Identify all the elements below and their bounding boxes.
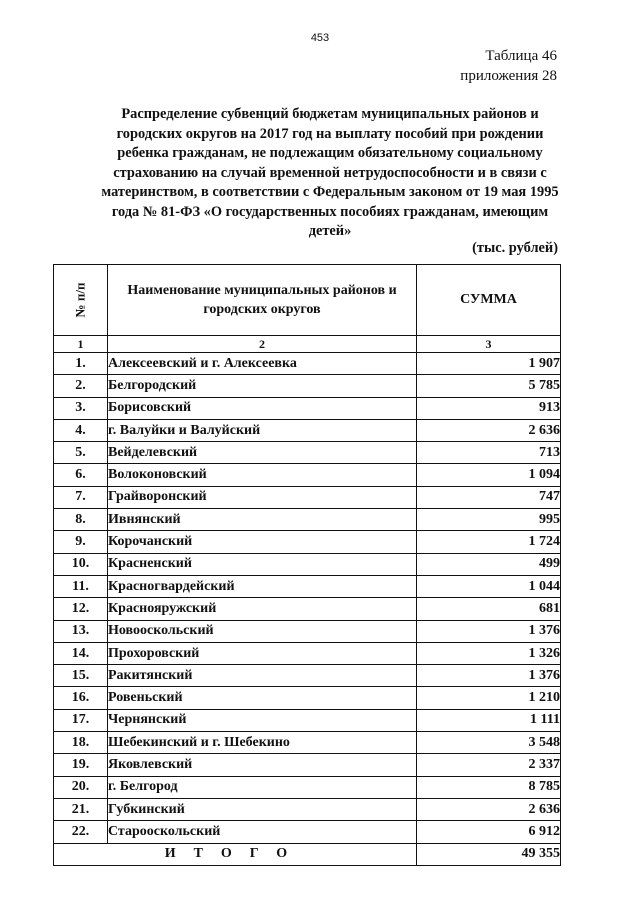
row-name: Прохоровский — [108, 642, 417, 664]
row-sum: 681 — [417, 598, 561, 620]
title-line: городских округов на 2017 год на выплату пособий при рождении — [116, 125, 544, 142]
row-sum: 1 907 — [417, 353, 561, 375]
table-row — [54, 642, 561, 664]
table-row — [54, 598, 561, 620]
row-sum: 913 — [417, 397, 561, 419]
table-row — [54, 486, 561, 508]
row-sum: 747 — [417, 486, 561, 508]
page-number: 453 — [310, 32, 330, 44]
title-line: года № 81-ФЗ «О государственных пособиях гражданам, имеющим — [111, 203, 549, 220]
row-number: 6. — [54, 464, 108, 486]
row-sum: 2 636 — [417, 798, 561, 820]
row-name: Краснояружский — [108, 598, 417, 620]
row-number: 19. — [54, 754, 108, 776]
table-reference — [460, 46, 557, 86]
header-name-line1: Наименование муниципальных районов и — [127, 283, 397, 298]
row-name: Красненский — [108, 553, 417, 575]
column-index: 2 — [108, 336, 417, 353]
row-number: 2. — [54, 375, 108, 397]
title-line: страхованию на случай временной нетрудоспособности и в связи с — [113, 164, 547, 181]
row-number: 7. — [54, 486, 108, 508]
table-label: Таблица 46 — [485, 48, 557, 64]
title-line: материнством, в соответствии с Федеральным законом от 19 мая 1995 — [101, 184, 559, 200]
table-row — [54, 732, 561, 754]
table-row — [54, 419, 561, 441]
table-row — [54, 553, 561, 575]
row-number: 17. — [54, 709, 108, 731]
row-number: 1. — [54, 353, 108, 375]
row-number: 11. — [54, 575, 108, 597]
row-number: 22. — [54, 821, 108, 843]
row-name: г. Валуйки и Валуйский — [108, 419, 417, 441]
header-number-label: № п/п — [72, 282, 88, 317]
column-index-row — [54, 336, 561, 353]
row-name: Борисовский — [108, 397, 417, 419]
row-name: Ивнянский — [108, 509, 417, 531]
header-name-line2: городских округов — [203, 302, 321, 317]
table-row — [54, 464, 561, 486]
table-row — [54, 687, 561, 709]
total-row — [54, 843, 561, 865]
table-header-row — [54, 265, 561, 336]
row-sum: 2 636 — [417, 419, 561, 441]
table-row — [54, 776, 561, 798]
row-sum: 499 — [417, 553, 561, 575]
header-number — [54, 265, 108, 336]
table-row — [54, 798, 561, 820]
title-line: детей» — [308, 223, 352, 239]
row-sum: 1 111 — [417, 709, 561, 731]
row-name: Старооскольский — [108, 821, 417, 843]
row-sum: 3 548 — [417, 732, 561, 754]
table-row — [54, 620, 561, 642]
row-sum: 1 044 — [417, 575, 561, 597]
row-number: 4. — [54, 419, 108, 441]
row-name: Новооскольский — [108, 620, 417, 642]
header-name — [108, 265, 417, 336]
row-name: Ракитянский — [108, 665, 417, 687]
row-name: Чернянский — [108, 709, 417, 731]
row-name: Ровеньский — [108, 687, 417, 709]
row-name: Белгородский — [108, 375, 417, 397]
row-name: Яковлевский — [108, 754, 417, 776]
table-row — [54, 821, 561, 843]
header-sum: СУММА — [417, 265, 561, 336]
row-sum: 1 094 — [417, 464, 561, 486]
row-sum: 1 210 — [417, 687, 561, 709]
row-number: 9. — [54, 531, 108, 553]
title-line: ребенка гражданам, не подлежащим обязательному социальному — [117, 145, 543, 161]
document-title — [70, 105, 590, 242]
table-row — [54, 509, 561, 531]
row-number: 8. — [54, 509, 108, 531]
units-label: (тыс. рублей) — [472, 240, 558, 256]
table-row — [54, 575, 561, 597]
row-number: 12. — [54, 598, 108, 620]
table-row — [54, 375, 561, 397]
table-row — [54, 665, 561, 687]
row-sum: 1 724 — [417, 531, 561, 553]
row-number: 16. — [54, 687, 108, 709]
row-name: Красногвардейский — [108, 575, 417, 597]
table-row — [54, 442, 561, 464]
row-number: 21. — [54, 798, 108, 820]
row-sum: 713 — [417, 442, 561, 464]
row-name: Алексеевский и г. Алексеевка — [108, 353, 417, 375]
total-label: ИТОГО — [54, 843, 417, 865]
row-name: Вейделевский — [108, 442, 417, 464]
row-sum: 1 326 — [417, 642, 561, 664]
row-sum: 1 376 — [417, 620, 561, 642]
row-number: 20. — [54, 776, 108, 798]
column-index: 1 — [54, 336, 108, 353]
row-name: Шебекинский и г. Шебекино — [108, 732, 417, 754]
row-name: Корочанский — [108, 531, 417, 553]
subsidy-table — [53, 264, 561, 866]
row-name: Губкинский — [108, 798, 417, 820]
row-number: 3. — [54, 397, 108, 419]
row-name: Грайворонский — [108, 486, 417, 508]
row-number: 5. — [54, 442, 108, 464]
row-sum: 5 785 — [417, 375, 561, 397]
row-number: 15. — [54, 665, 108, 687]
row-number: 13. — [54, 620, 108, 642]
row-sum: 995 — [417, 509, 561, 531]
row-name: Волоконовский — [108, 464, 417, 486]
table-row — [54, 754, 561, 776]
row-number: 10. — [54, 553, 108, 575]
row-sum: 1 376 — [417, 665, 561, 687]
row-number: 14. — [54, 642, 108, 664]
title-line: Распределение субвенций бюджетам муниципальных районов и — [121, 106, 539, 122]
table-row — [54, 709, 561, 731]
row-sum: 8 785 — [417, 776, 561, 798]
row-sum: 2 337 — [417, 754, 561, 776]
column-index: 3 — [417, 336, 561, 353]
row-sum: 6 912 — [417, 821, 561, 843]
row-name: г. Белгород — [108, 776, 417, 798]
total-sum: 49 355 — [417, 843, 561, 865]
table-row — [54, 353, 561, 375]
table-row — [54, 397, 561, 419]
row-number: 18. — [54, 732, 108, 754]
appendix-label: приложения 28 — [460, 68, 557, 84]
table-row — [54, 531, 561, 553]
